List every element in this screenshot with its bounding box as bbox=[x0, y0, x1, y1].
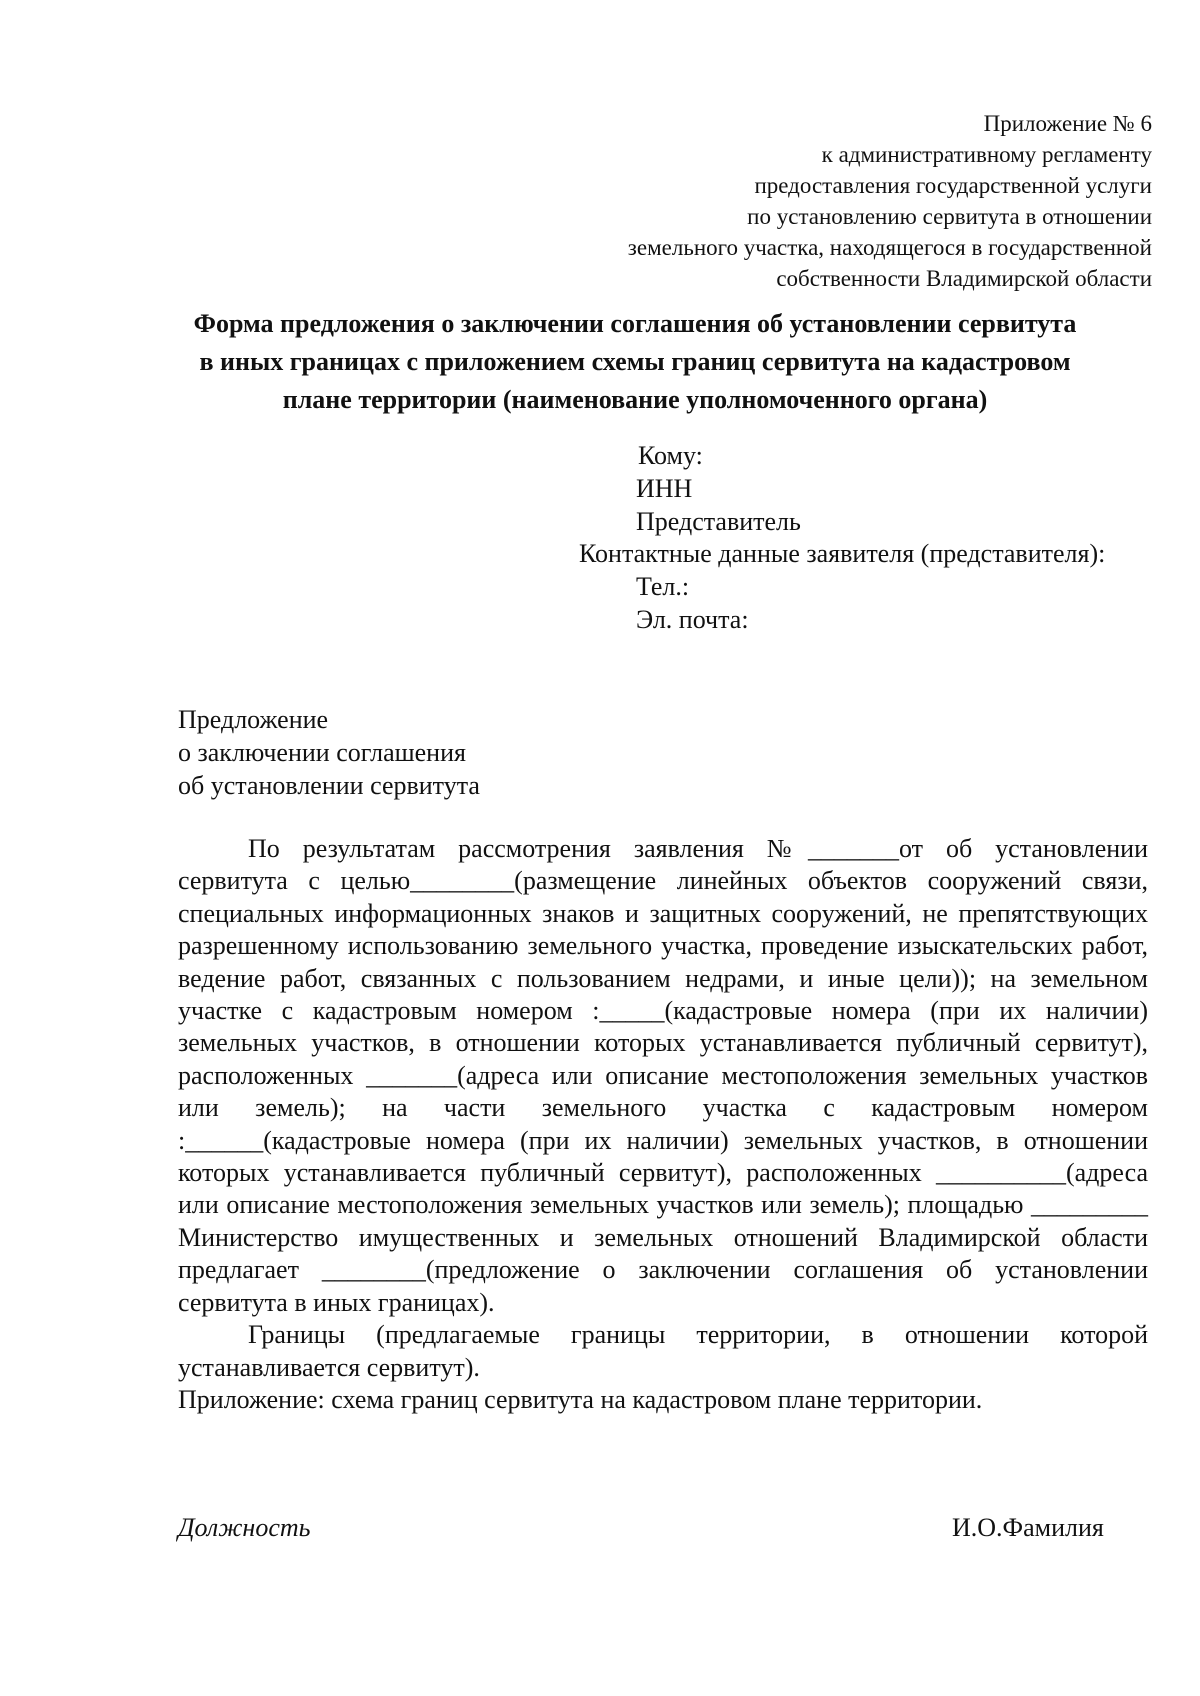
form-title bbox=[150, 305, 1120, 419]
proposal-heading bbox=[178, 703, 480, 802]
addressee-contacts: Контактные данные заявителя (представителя): bbox=[579, 539, 1106, 568]
appendix-line: собственности Владимирской области bbox=[776, 266, 1152, 291]
form-title-line: Форма предложения о заключении соглашения об установлении сервитута bbox=[193, 309, 1077, 338]
addressee-inn: ИНН bbox=[636, 474, 693, 503]
addressee-to: Кому: bbox=[638, 441, 703, 470]
appendix-line: предоставления государственной услуги bbox=[754, 173, 1152, 198]
signature-position: Должность bbox=[178, 1513, 311, 1542]
body-paragraph: По результатам рассмотрения заявления №_______от об установлении сервитута с целью________(размещение линейных объектов сооружений связи, специальных информационных знаков и защитных сооружений, не препятствующих разрешенному использованию земельного участка, проведение изыскательских работ, ведение работ, связанных с пользованием недрами, и иные цели)); на земельном участке с кадастровым номером :_____(кадастровые номера (при их наличии) земельных участков, в отношении которых устанавливается публичный сервитут), расположенных _______(адреса или описание местоположения земельных участков или земель); на части земельного участка с кадастровым номером :______(кадастровые номера (при их наличии) земельных участков, в отношении которых устанавливается публичный сервитут), расположенных __________(адреса или описание местоположения земельных участков или земель); площадью _________ Министерство имущественных и земельных отношений Владимирской области предлагает ________(предложение о заключении соглашения об установлении сервитута в иных границах). bbox=[178, 834, 1148, 1317]
form-title-line: в иных границах с приложением схемы границ сервитута на кадастровом bbox=[199, 347, 1071, 376]
proposal-heading-line: об установлении сервитута bbox=[178, 771, 480, 800]
appendix-reference bbox=[492, 108, 1152, 294]
addressee-representative: Представитель bbox=[636, 507, 801, 536]
signature-name: И.О.Фамилия bbox=[952, 1513, 1104, 1542]
body-paragraph: Границы (предлагаемые границы территории, в отношении которой устанавливается сервитут). bbox=[178, 1320, 1148, 1382]
attachment-line: Приложение: схема границ сервитута на кадастровом плане территории. bbox=[178, 1384, 983, 1414]
proposal-heading-line: Предложение bbox=[178, 705, 329, 734]
appendix-line: Приложение № 6 bbox=[983, 111, 1152, 136]
addressee-email: Эл. почта: bbox=[636, 605, 749, 634]
body-text bbox=[178, 833, 1148, 1416]
appendix-line: земельного участка, находящегося в государственной bbox=[627, 235, 1152, 260]
proposal-heading-line: о заключении соглашения bbox=[178, 738, 466, 767]
appendix-line: к административному регламенту bbox=[821, 142, 1152, 167]
addressee-phone: Тел.: bbox=[636, 572, 690, 601]
appendix-line: по установлению сервитута в отношении bbox=[747, 204, 1152, 229]
form-title-line: плане территории (наименование уполномоченного органа) bbox=[282, 385, 988, 414]
